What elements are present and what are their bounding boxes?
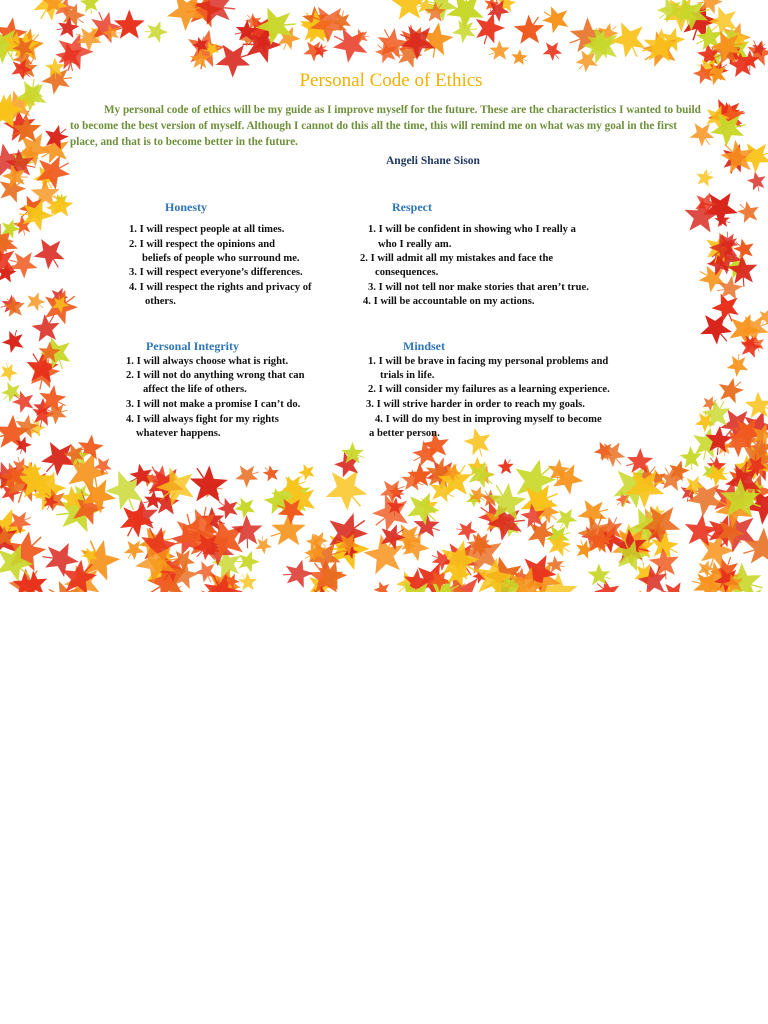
leaf-icon bbox=[695, 307, 738, 350]
mindset-item: trials in life. bbox=[380, 370, 435, 381]
leaf-icon bbox=[509, 48, 530, 68]
honesty-item: 3. I will respect everyone’s differences. bbox=[129, 267, 303, 278]
leaf-icon bbox=[233, 462, 261, 489]
leaf-icon bbox=[377, 476, 408, 505]
mindset-item: a better person. bbox=[369, 428, 440, 439]
respect-item: consequences. bbox=[375, 267, 439, 278]
mindset-item: 4. I will do my best in improving myself to become bbox=[375, 414, 602, 425]
integrity-item: 3. I will not make a promise I can’t do. bbox=[126, 399, 301, 410]
leaf-icon bbox=[373, 580, 393, 592]
honesty-item: beliefs of people who surround me. bbox=[142, 253, 300, 264]
leaf-icon bbox=[30, 233, 70, 274]
leaf-icon bbox=[743, 391, 768, 422]
honesty-item: 2. I will respect the opinions and bbox=[129, 239, 276, 250]
leaf-icon bbox=[714, 373, 749, 407]
heading-mindset: Mindset bbox=[403, 339, 445, 353]
leaf-icon bbox=[120, 536, 147, 563]
honesty-item: 1. I will respect people at all times. bbox=[129, 224, 285, 235]
mindset-item: 3. I will strive harder in order to reach my goals. bbox=[366, 399, 585, 410]
leaf-icon bbox=[540, 38, 566, 64]
leaf-icon bbox=[693, 165, 718, 190]
heading-personal-integrity: Personal Integrity bbox=[146, 339, 239, 353]
leaf-icon bbox=[144, 22, 167, 42]
leaf-icon bbox=[586, 562, 614, 588]
integrity-item: affect the life of others. bbox=[143, 384, 247, 395]
leaf-icon bbox=[260, 462, 282, 484]
leaf-icon bbox=[733, 197, 763, 227]
respect-item: who I really am. bbox=[378, 239, 452, 250]
respect-item: 1. I will be confident in showing who I really a bbox=[368, 224, 576, 235]
respect-item: 4. I will be accountable on my actions. bbox=[363, 296, 535, 307]
heading-respect: Respect bbox=[392, 200, 432, 214]
respect-item: 3. I will not tell nor make stories that aren’t true. bbox=[368, 282, 589, 293]
honesty-item: 4. I will respect the rights and privacy of bbox=[129, 282, 312, 293]
leaf-icon bbox=[486, 39, 512, 63]
honesty-item: others. bbox=[145, 296, 176, 307]
leaf-icon bbox=[727, 353, 749, 377]
leaf-icon bbox=[0, 361, 18, 382]
leaf-icon bbox=[463, 426, 494, 459]
leaf-icon bbox=[747, 171, 768, 193]
leaf-icon bbox=[235, 569, 260, 592]
page-title: Personal Code of Ethics bbox=[299, 70, 483, 91]
leaf-icon bbox=[236, 552, 259, 572]
leaf-icon bbox=[282, 561, 312, 588]
leaf-icon bbox=[255, 535, 272, 554]
leaf-icon bbox=[510, 9, 550, 50]
leaf-icon bbox=[538, 2, 574, 37]
leaf-icon bbox=[80, 0, 100, 15]
integrity-item: 1. I will always choose what is right. bbox=[126, 356, 289, 367]
integrity-item: 2. I will not do anything wrong that can bbox=[126, 370, 305, 381]
leaf-icon bbox=[23, 289, 49, 314]
mindset-item: 1. I will be brave in facing my personal problems and bbox=[368, 356, 609, 367]
heading-honesty: Honesty bbox=[165, 200, 207, 214]
intro-paragraph: My personal code of ethics will be my guide as I improve myself for the future. These are the characteristics I wanted to build to become the best version of myself. Although I cannot do this all the time, this will remind me on what was my goal in the first place, and that is to become better in the future. bbox=[70, 104, 701, 148]
respect-item: 2. I will admit all my mistakes and face the bbox=[360, 253, 554, 264]
leaf-icon bbox=[1, 328, 26, 355]
integrity-item: 4. I will always fight for my rights bbox=[126, 414, 279, 425]
mindset-item: 2. I will consider my failures as a learning experience. bbox=[368, 384, 610, 395]
leaf-icon bbox=[737, 332, 764, 360]
leaf-icon bbox=[231, 494, 259, 521]
integrity-item: whatever happens. bbox=[136, 428, 221, 439]
leaf-icon bbox=[448, 0, 484, 29]
leaf-icon bbox=[495, 456, 516, 478]
leaf-icon bbox=[266, 511, 309, 551]
author-name: Angeli Shane Sison bbox=[386, 155, 480, 167]
